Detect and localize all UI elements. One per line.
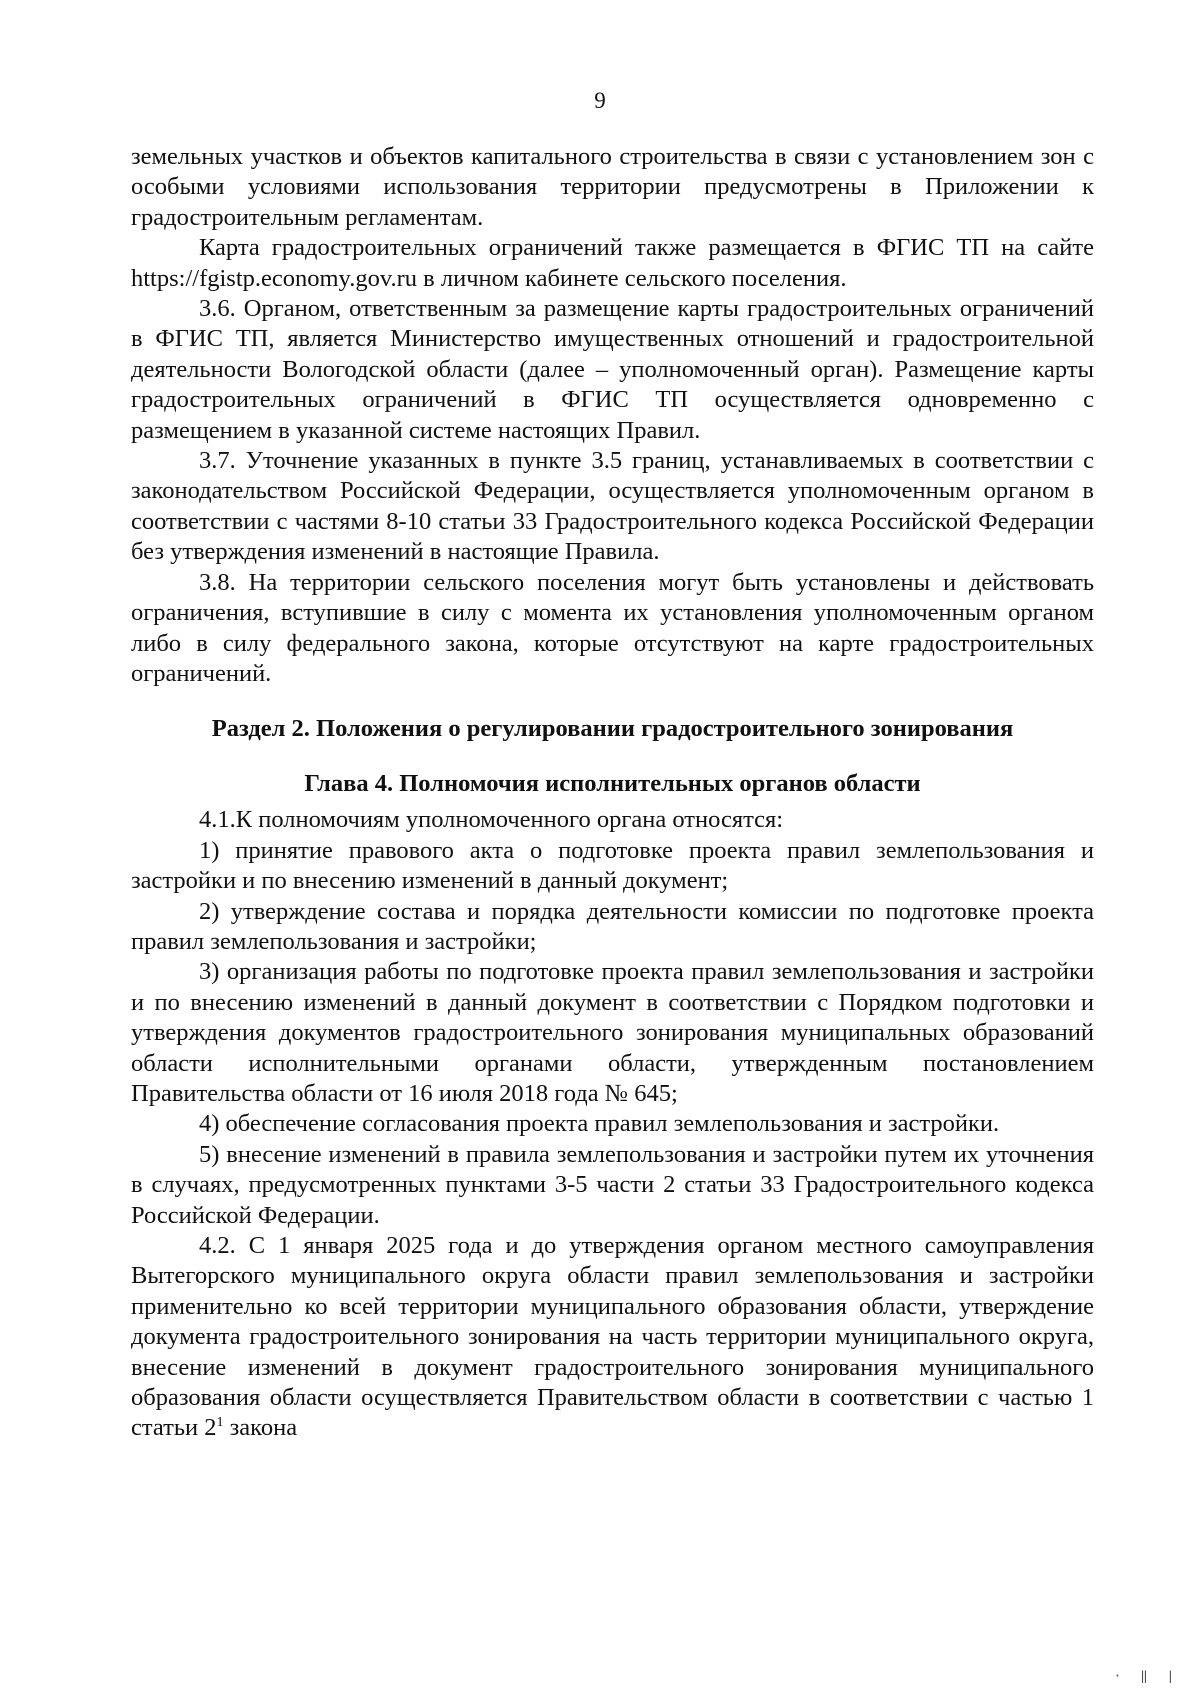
paragraph-4-2-tail: закона bbox=[223, 1414, 298, 1442]
paragraph-4-2-text: 4.2. С 1 января 2025 года и до утверждения органом местного самоуправления Вытегорского муниципального округа области правил землепользования и застройки применительно ко всей территории муниципального образования области, утверждение документа градостроительного зонирования на часть территории муниципального округа, внесение изменений в документ градостроительного зонирования муниципального образования области осуществляется Правительством области в соответствии с частью 1 статьи 2 bbox=[131, 1232, 1094, 1442]
list-item-4: 4) обеспечение согласования проекта правил землепользования и застройки. bbox=[199, 1110, 1000, 1138]
section-title: Раздел 2. Положения о регулировании градостроительного зонирования bbox=[211, 715, 1014, 743]
paragraph-3-8: 3.8. На территории сельского поселения могут быть установлены и действовать ограничения, вступившие в силу с момента их установления уполномоченным органом либо в силу федерального закона, которые отсутствуют на карте градостроительных ограничений. bbox=[131, 568, 1094, 687]
paragraph-3-6: 3.6. Органом, ответственным за размещение карты градостроительных ограничений в ФГИС ТП, является Министерство имущественных отношений и градостроительной деятельности Вологодской области (далее – уполномоченный орган). Размещение карты градостроительных ограничений в ФГИС ТП осуществляется одновременно с размещением в указанной системе настоящих Правил. bbox=[131, 295, 1094, 444]
paragraph-4-2 bbox=[131, 1231, 1094, 1444]
superscript: 1 bbox=[216, 1415, 224, 1431]
list-item-2: 2) утверждение состава и порядка деятельности комиссии по подготовке проекта правил землепользования и застройки; bbox=[131, 897, 1094, 955]
list-item-1: 1) принятие правового акта о подготовке проекта правил землепользования и застройки и по внесению изменений в данный документ; bbox=[131, 836, 1094, 895]
paragraph-4-1: 4.1.К полномочиям уполномоченного органа относятся: bbox=[199, 806, 784, 834]
chapter-title: Глава 4. Полномочия исполнительных органов области bbox=[304, 770, 921, 798]
paragraph-3-7: 3.7. Уточнение указанных в пункте 3.5 границ, устанавливаемых в соответствии с законодательством Российской Федерации, осуществляется уполномоченным органом в соответствии с частями 8-10 статьи 33 Градостроительного кодекса Российской Федерации без утверждения изменений в настоящие Правила. bbox=[131, 447, 1094, 566]
list-item-3: 3) организация работы по подготовке проекта правил землепользования и застройки и по внесению изменений в данный документ в соответствии с Порядком подготовки и утверждения документов градостроительного зонирования муниципальных образований области исполнительными органами области, утвержденным постановлением Правительства области от 16 июля 2018 года № 645; bbox=[131, 958, 1094, 1107]
page-number: 9 bbox=[594, 88, 606, 113]
scan-marks: · ‖ | bbox=[1113, 1669, 1180, 1683]
list-item-5: 5) внесение изменений в правила землепользования и застройки путем их уточнения в случаях, предусмотренных пунктами 3-5 части 2 статьи 33 Градостроительного кодекса Российской Федерации. bbox=[131, 1140, 1094, 1229]
document-body bbox=[131, 142, 1094, 1444]
paragraph-continuation: земельных участков и объектов капитального строительства в связи с установлением зон с особыми условиями использования территории предусмотрены в Приложении к градостроительным регламентам. bbox=[131, 143, 1094, 231]
paragraph-map-fgis: Карта градостроительных ограничений также размещается в ФГИС ТП на сайте https://fgistp.economy.gov.ru в личном кабинете сельского поселения. bbox=[131, 234, 1094, 292]
